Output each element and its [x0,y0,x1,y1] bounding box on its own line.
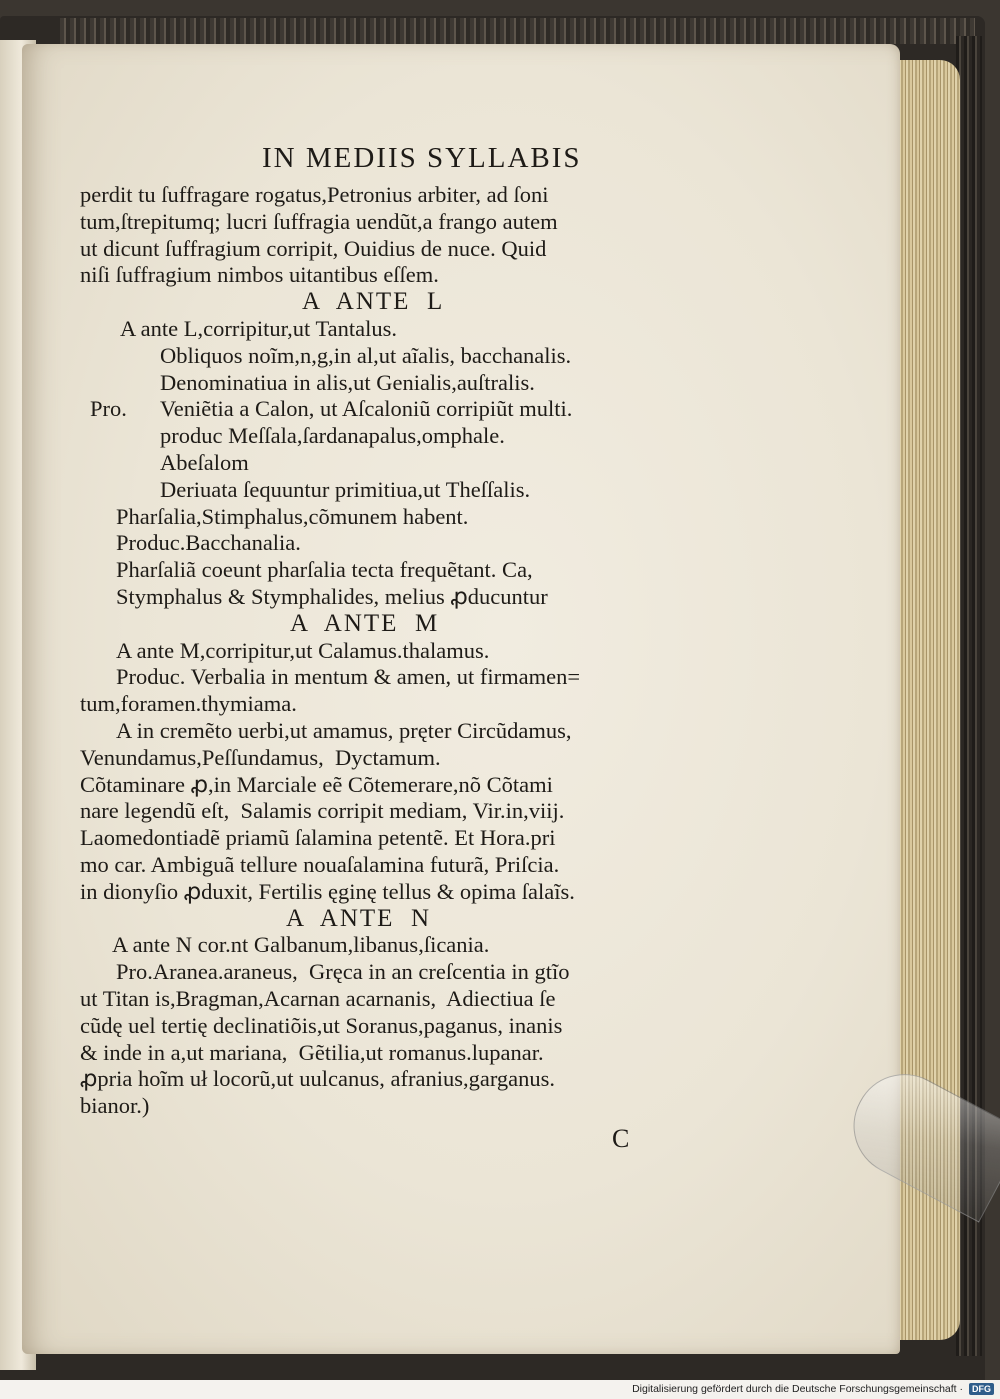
dfg-logo-icon: DFG [969,1383,994,1395]
line-text: Laomedontiadẽ priamũ ſalamina petentẽ. Et Hora.pri [80,825,556,851]
line-text: Pharſalia,Stimphalus,cõmunem habent. [116,503,469,529]
text-line [80,852,730,879]
marginal-gloss: Pro. [90,396,127,422]
line-text: Denominatiua in alis,ut Genialis,auſtralis. [160,369,535,395]
line-text: ut dicunt ſuffragium corripit, Ouidius de nuce. Quid [80,235,547,261]
line-text: niſi ſuffragium nimbos uitantibus eſſem. [80,262,439,288]
text-line [80,209,730,236]
line-text: & inde in a,ut mariana, Gẽtilia,ut romanus.lupanar. [80,1039,544,1065]
signature-mark: C [612,1124,630,1153]
line-text: Produc. Verbalia in mentum & amen, ut firmamen= [116,664,581,690]
line-text: Pro.Aranea.araneus, Gręca in an creſcentia in gtĩo [116,959,570,985]
text-line [80,182,730,209]
line-text: Veniẽtia a Calon, ut Aſcaloniũ corripiũt multi. [160,396,573,422]
line-text: Deriuata ſequuntur primitiua,ut Theſſalis. [160,476,531,502]
section-heading [80,289,730,316]
section-heading [80,906,730,933]
text-line [80,1013,730,1040]
text-line [80,691,730,718]
text-line [80,986,730,1013]
line-text: Venundamus,Peſſundamus, Dyctamum. [80,744,441,770]
text-line [80,959,730,986]
footer-text: Digitalisierung gefördert durch die Deutsche Forschungsgemeinschaft · [632,1383,963,1395]
line-text: ꝓpria hoĩm uł locorũ,ut uulcanus, afranius,garganus. [80,1066,556,1092]
line-text: Pharſaliã coeunt pharſalia tecta frequẽtant. Ca, [116,557,533,583]
line-text: bianor.) [80,1093,150,1119]
line-text: A ANTE M [290,609,440,637]
line-text: Abeſalom [160,449,249,475]
text-line [80,772,730,799]
text-line [80,664,730,691]
text-line [80,504,730,531]
line-text: A ante L,corripitur,ut Tantalus. [120,315,398,341]
line-text: cũdę uel tertię declinatiõis,ut Soranus,paganus, inanis [80,1012,563,1038]
section-heading [80,611,730,638]
text-line [80,236,730,263]
text-line [80,584,730,611]
line-text: perdit tu ſuffragare rogatus,Petronius arbiter, ad ſoni [80,182,549,207]
line-text: tum,foramen.thymiama. [80,691,297,717]
text-block [80,182,730,1120]
line-text: Produc.Bacchanalia. [116,530,301,556]
text-line [80,370,730,397]
line-text: A ante N cor.nt Galbanum,libanus,ſicania. [112,932,490,958]
line-text: Stymphalus & Stymphalides, melius ꝓducuntur [116,583,548,609]
text-line [80,557,730,584]
line-text: nare legendũ eſt, Salamis corripit mediam, Vir.in,viij. [80,798,565,824]
digitization-footer [0,1380,1000,1399]
text-line [80,343,730,370]
line-text: tum,ſtrepitumq; lucri ſuffragia uendũt,a frango autem [80,208,558,234]
text-line [80,396,730,423]
line-text: ut Titan is,Bragman,Acarnan acarnanis, Adiectiua ſe [80,985,556,1011]
text-line [80,1066,730,1093]
line-text: A ante M,corripitur,ut Calamus.thalamus. [116,637,490,663]
line-text: A in cremẽto uerbi,ut amamus, pręter Circũdamus, [116,717,572,743]
text-line [80,718,730,745]
text-line [80,1093,730,1120]
line-text: in dionyſio ꝓduxit, Fertilis ęginę tellus & opima ſalaĩs. [80,878,575,904]
line-text: Cõtaminare ꝓ,in Marciale eẽ Cõtemerare,nõ Cõtami [80,771,553,797]
running-head: IN MEDIIS SYLLABIS [262,142,582,174]
text-line [80,477,730,504]
text-line [80,450,730,477]
text-line [80,798,730,825]
text-line [80,530,730,557]
text-line [80,932,730,959]
line-text: A ANTE N [286,904,431,932]
text-line [80,879,730,906]
line-text: mo car. Ambiguã tellure nouaſalamina futurã, Priſcia. [80,851,560,877]
text-line [80,423,730,450]
line-text: produc Meſſala,ſardanapalus,omphale. [160,423,505,449]
text-line [80,1040,730,1067]
text-line [80,745,730,772]
line-text: A ANTE L [302,288,445,316]
line-text: Obliquos noĩm,n,g,in al,ut aĩalis, bacchanalis. [160,342,572,368]
text-line [80,638,730,665]
book-top-edge [60,18,975,44]
text-line [80,825,730,852]
text-line [80,316,730,343]
text-line [80,262,730,289]
